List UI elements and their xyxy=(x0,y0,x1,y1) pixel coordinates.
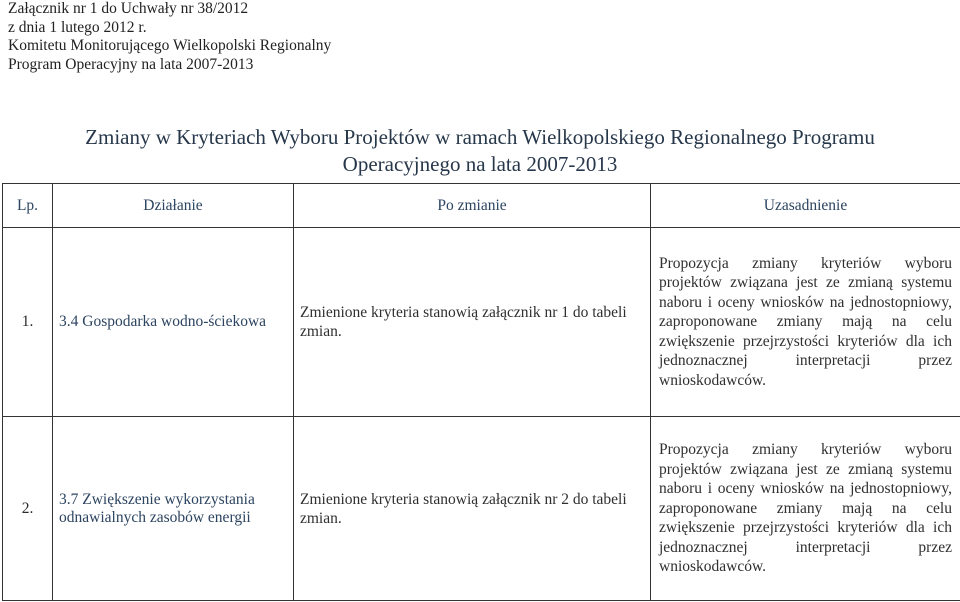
header-line: z dnia 1 lutego 2012 r. xyxy=(8,18,147,36)
changes-table xyxy=(2,183,960,601)
cell-po-zmianie: Zmienione kryteria stanowią załącznik nr 2 do tabeli zmian. xyxy=(294,417,651,601)
table-row xyxy=(3,228,960,417)
column-header-uzasadnienie: Uzasadnienie xyxy=(651,184,960,228)
column-header-dzialanie: Działanie xyxy=(53,184,294,228)
header-line: Załącznik nr 1 do Uchwały nr 38/2012 xyxy=(8,0,249,17)
cell-lp: 2. xyxy=(3,417,53,601)
table-header-row xyxy=(3,184,960,228)
cell-dzialanie: 3.7 Zwiększenie wykorzystania odnawialnych zasobów energii xyxy=(53,417,294,601)
column-header-lp: Lp. xyxy=(3,184,53,228)
document-title xyxy=(0,124,960,178)
header-line: Program Operacyjny na lata 2007-2013 xyxy=(8,55,254,73)
table-row xyxy=(3,417,960,601)
title-line: Zmiany w Kryteriach Wyboru Projektów w ramach Wielkopolskiego Regionalnego Programu xyxy=(85,125,875,149)
title-line: Operacyjnego na lata 2007-2013 xyxy=(342,152,618,176)
column-header-po-zmianie: Po zmianie xyxy=(294,184,651,228)
cell-uzasadnienie: Propozycja zmiany kryteriów wyboru projektów związana jest ze zmianą systemu naboru i oceny wniosków na jednostopniowy, zaproponowane zmiany mają na celu zwiększenie przejrzystości kryteriów dla ich jednoznacznej interpretacji przez wnioskodawców. xyxy=(651,228,960,417)
cell-uzasadnienie: Propozycja zmiany kryteriów wyboru projektów związana jest ze zmianą systemu naboru i oceny wniosków na jednostopniowy, zaproponowane zmiany mają na celu zwiększenie przejrzystości kryteriów dla ich jednoznacznej interpretacji przez wnioskodawców. xyxy=(651,417,960,601)
cell-dzialanie: 3.4 Gospodarka wodno-ściekowa xyxy=(53,228,294,417)
attachment-header xyxy=(8,0,331,74)
cell-lp: 1. xyxy=(3,228,53,417)
cell-po-zmianie: Zmienione kryteria stanowią załącznik nr 1 do tabeli zmian. xyxy=(294,228,651,417)
header-line: Komitetu Monitorującego Wielkopolski Regionalny xyxy=(8,37,332,54)
